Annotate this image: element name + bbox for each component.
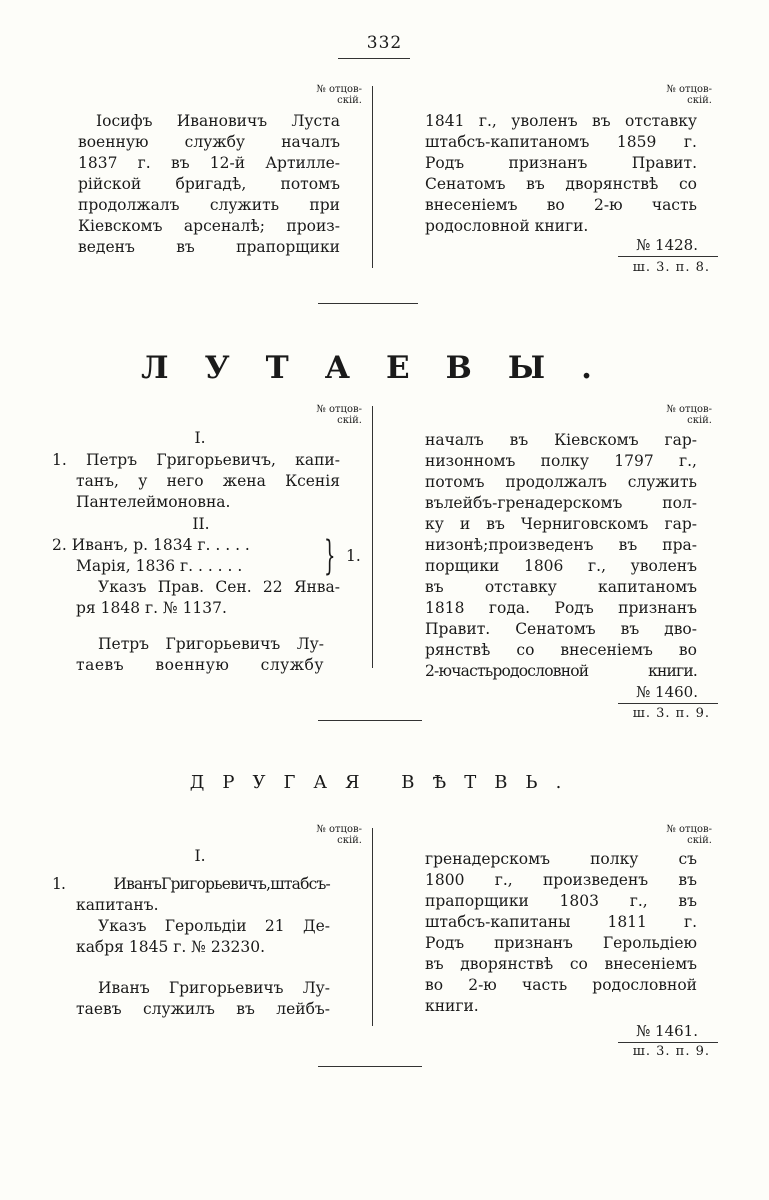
text-line: Родъ признанъ Герольдіею — [425, 934, 697, 952]
section2-entry2 — [52, 535, 322, 577]
section3-ref: ш. 3. п. 9. — [632, 1044, 710, 1059]
text-line: началъ въ Кіевскомъ гар- — [425, 431, 697, 449]
section2-right-text — [425, 430, 697, 682]
text-line: ку и въ Черниговскомъ гар- — [425, 515, 697, 533]
column-divider — [372, 86, 373, 268]
text-line: таевъ военную службу — [76, 656, 324, 674]
text-line: Указъ Прав. Сен. 22 Янва- — [98, 578, 340, 596]
text-line: ря 1848 г. № 1137. — [76, 599, 227, 617]
text-line: 1818 года. Родъ признанъ — [425, 599, 697, 617]
column-note-right: № отцов- скій. — [666, 84, 712, 106]
family-heading: ЛУТАЕВЫ. — [141, 350, 628, 386]
text-line: рянствѣ со внесеніемъ во — [425, 641, 697, 659]
section3-entry1 — [52, 874, 330, 916]
section3-narrative-left — [76, 978, 330, 1020]
text-line: кабря 1845 г. № 23230. — [76, 938, 266, 956]
text-line: 1841 г., уволенъ въ отставку — [425, 112, 697, 130]
column-note-left: № отцов- скій. — [316, 824, 362, 846]
page-number: 332 — [366, 33, 403, 53]
text-line: штабсъ-капитаномъ 1859 г. — [425, 133, 697, 151]
section3-decree — [76, 916, 330, 958]
section3-right-text — [425, 849, 697, 1017]
generation-i: I. — [194, 429, 206, 447]
separator-rule — [318, 720, 422, 721]
section3-rule — [618, 1042, 718, 1043]
text-line: танъ, у него жена Ксенія — [76, 472, 340, 490]
text-line: Марія, 1836 г. . . . . . — [76, 557, 243, 575]
text-line: 1. Петръ Григорьевичъ, капи- — [52, 451, 340, 469]
page-number-rule — [338, 58, 410, 59]
separator-rule — [318, 1066, 422, 1067]
text-line: капитанъ. — [76, 896, 159, 914]
text-line: 2. Иванъ, р. 1834 г. . . . . — [52, 536, 250, 554]
generation-ii: II. — [192, 515, 210, 533]
text-line: вълейбъ-гренадерскомъ пол- — [425, 494, 697, 512]
separator-rule — [318, 303, 418, 304]
text-line: таевъ служилъ въ лейбъ- — [76, 1000, 330, 1018]
text-line: рійской бригадѣ, потомъ — [78, 175, 340, 193]
column-divider — [372, 406, 373, 668]
section2-ref: ш. 3. п. 9. — [632, 706, 710, 721]
text-line: 1800 г., произведенъ въ — [425, 871, 697, 889]
section2-number: № 1460. — [636, 683, 698, 701]
text-line: 2-ючастьродословной книги. — [425, 662, 697, 680]
text-line: въ отставку капитаномъ — [425, 578, 697, 596]
column-divider — [372, 828, 373, 1026]
section2-narrative-left — [76, 634, 324, 676]
column-note-left: № отцов- скій. — [316, 404, 362, 426]
column-note-right: № отцов- скій. — [666, 404, 712, 426]
section2-rule — [618, 703, 718, 704]
text-line: родословной книги. — [425, 217, 589, 235]
generation-i: I. — [194, 847, 206, 865]
brace: } — [324, 533, 336, 579]
text-line: 1. ИванъГригорьевичъ,штабсъ- — [52, 875, 330, 893]
text-line: Сенатомъ въ дворянствѣ со — [425, 175, 697, 193]
text-line: военную службу началъ — [78, 133, 340, 151]
text-line: продолжалъ служить при — [78, 196, 340, 214]
text-line: внесеніемъ во 2-ю часть — [425, 196, 697, 214]
text-line: порщики 1806 г., уволенъ — [425, 557, 697, 575]
text-line: веденъ въ прапорщики — [78, 238, 340, 256]
text-line: Іосифъ Ивановичъ Луста — [96, 112, 340, 130]
text-line: Петръ Григорьевичъ Лу- — [98, 635, 324, 653]
branch-heading: ДРУГАЯ ВѢТВЬ. — [189, 772, 580, 793]
section3-number: № 1461. — [636, 1022, 698, 1040]
column-note-left: № отцов- скій. — [316, 84, 362, 106]
text-line: Иванъ Григорьевичъ Лу- — [98, 979, 330, 997]
section1-left-text — [78, 111, 340, 258]
text-line: потомъ продолжалъ служить — [425, 473, 697, 491]
section1-right-text — [425, 111, 697, 237]
section1-ref: ш. 3. п. 8. — [632, 260, 710, 275]
text-line: Кіевскомъ арсеналѣ; произ- — [78, 217, 340, 235]
text-line: Пантелеймоновна. — [76, 493, 231, 511]
parent-ref: 1. — [346, 547, 361, 565]
section1-rule — [618, 256, 718, 257]
text-line: книги. — [425, 997, 479, 1015]
text-line: прапорщики 1803 г., въ — [425, 892, 697, 910]
text-line: штабсъ-капитаны 1811 г. — [425, 913, 697, 931]
text-line: Родъ признанъ Правит. — [425, 154, 697, 172]
text-line: во 2-ю часть родословной — [425, 976, 697, 994]
section2-decree — [76, 577, 340, 619]
section1-number: № 1428. — [636, 236, 698, 254]
text-line: Правит. Сенатомъ въ дво- — [425, 620, 697, 638]
text-line: въ дворянствѣ со внесеніемъ — [425, 955, 697, 973]
text-line: низонномъ полку 1797 г., — [425, 452, 697, 470]
text-line: низонѣ;произведенъ въ пра- — [425, 536, 697, 554]
text-line: 1837 г. въ 12-й Артилле- — [78, 154, 340, 172]
section2-entry1 — [52, 450, 340, 513]
text-line: гренадерскомъ полку съ — [425, 850, 697, 868]
text-line: Указъ Герольдіи 21 Де- — [98, 917, 330, 935]
column-note-right: № отцов- скій. — [666, 824, 712, 846]
